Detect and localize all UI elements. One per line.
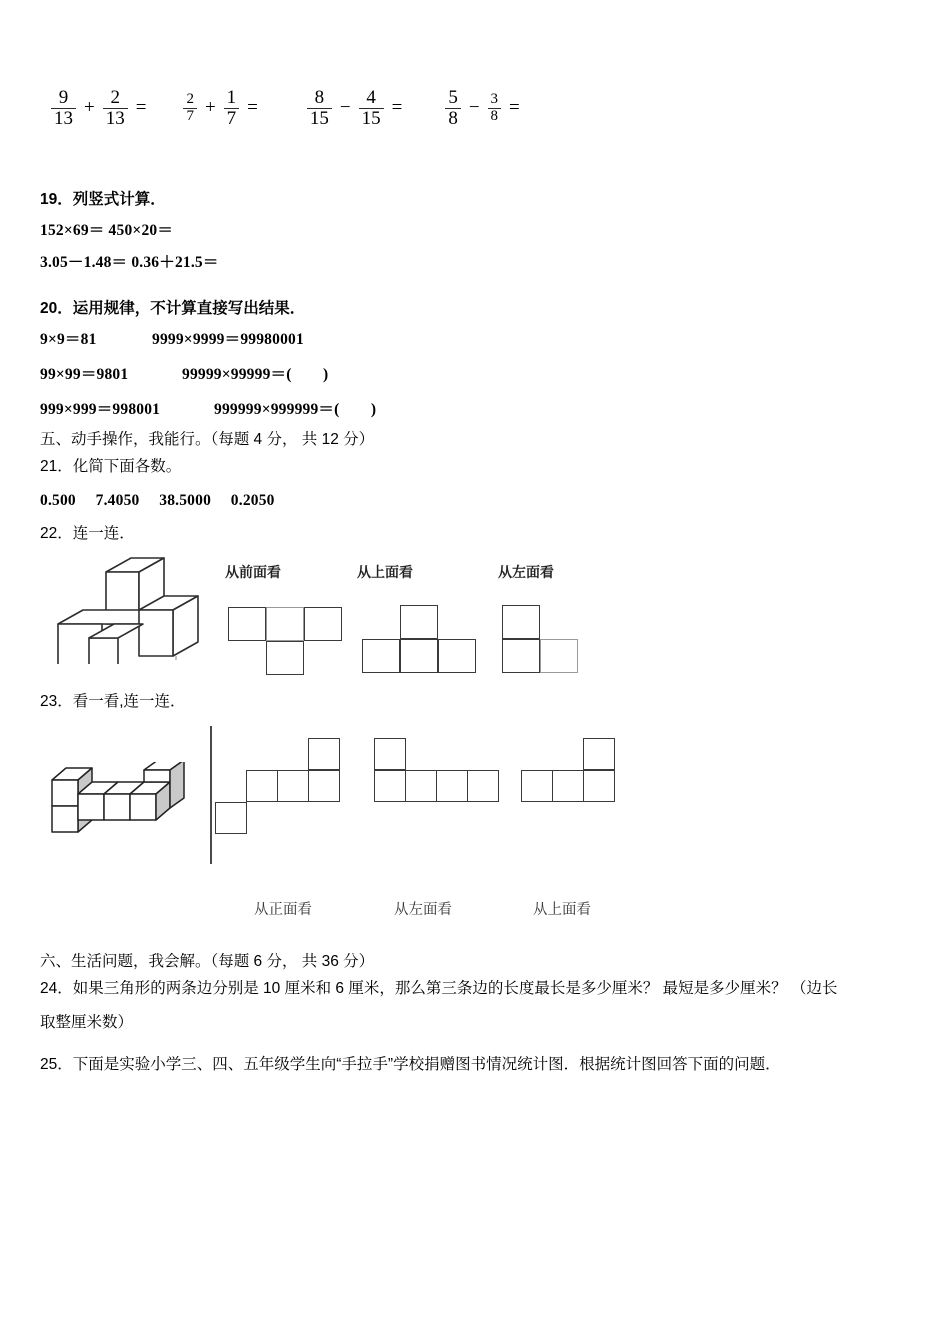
- denominator: 7: [224, 108, 240, 129]
- question-23-title: 23．看一看,连一连．: [40, 693, 186, 710]
- grid-cell: [277, 770, 309, 802]
- question-22-shape-3: [502, 605, 580, 673]
- denominator: 7: [183, 108, 197, 125]
- numerator: 9: [58, 87, 69, 108]
- grid-cell: [266, 607, 304, 641]
- numerator: 1: [226, 87, 237, 108]
- denominator: 13: [51, 108, 76, 129]
- grid-cell: [405, 770, 437, 802]
- question-20-line-3-right: 999999×999999＝( ): [214, 401, 377, 418]
- fraction-3a: [307, 88, 332, 129]
- question-24-line-2: 取整厘米数）: [40, 1014, 134, 1031]
- equals-sign: =: [247, 97, 258, 119]
- view-label-left: 从左面看: [394, 902, 452, 918]
- grid-cell: [436, 770, 468, 802]
- fraction-4b: [488, 92, 502, 125]
- grid-cell: [502, 605, 540, 639]
- grid-cell: [246, 770, 278, 802]
- question-23-shape-1: [215, 738, 363, 834]
- numerator: 5: [448, 87, 458, 108]
- question-20-line-2-left: 99×99＝9801: [40, 366, 129, 383]
- question-20-line-3-left: 999×999＝998001: [40, 401, 161, 418]
- grid-cell: [400, 639, 438, 673]
- numerator: 3: [490, 91, 499, 108]
- numerator: 2: [110, 87, 120, 108]
- section-5-title: 五、动手操作，我能行。（每题 4 分， 共 12 分）: [40, 431, 375, 448]
- view-label-left: 从左面看: [498, 564, 554, 580]
- numerator: 4: [366, 87, 376, 108]
- numerator: 8: [314, 87, 325, 108]
- grid-cell: [374, 770, 406, 802]
- grid-cell: [438, 639, 476, 673]
- question-23-solid-figure: [44, 762, 204, 862]
- denominator: 15: [307, 108, 332, 129]
- question-21-title: 21．化简下面各数。: [40, 458, 182, 475]
- question-19-line-1: 152×69＝ 450×20＝: [40, 222, 174, 239]
- section-6-title: 六、生活问题，我会解。（每题 6 分， 共 36 分）: [40, 953, 375, 970]
- question-22-title: 22．连一连．: [40, 525, 135, 542]
- question-23-shape-2: [374, 738, 502, 802]
- denominator: 15: [359, 108, 384, 129]
- grid-cell: [215, 802, 247, 834]
- view-label-front: 从前面看: [225, 564, 281, 580]
- operator: +: [84, 97, 95, 119]
- fraction-problem-4: [442, 88, 519, 129]
- question-22-shape-2: [362, 605, 478, 673]
- fraction-exercise-row: [48, 88, 520, 129]
- fraction-1b: [103, 88, 128, 129]
- grid-cell: [228, 607, 266, 641]
- operator: −: [468, 97, 480, 119]
- question-24-line-1: 24．如果三角形的两条边分别是 10 厘米和 6 厘米，那么第三条边的长度最长是多少厘米？ 最短是多少厘米？ （边长: [40, 980, 838, 997]
- grid-cell: [467, 770, 499, 802]
- grid-cell: [400, 605, 438, 639]
- grid-cell: [362, 639, 400, 673]
- grid-cell: [583, 738, 615, 770]
- equals-sign: =: [391, 97, 403, 119]
- fraction-3b: [359, 88, 384, 129]
- question-20-title: 20．运用规律，不计算直接写出结果．: [40, 300, 306, 317]
- view-label-front: 从正面看: [254, 902, 312, 918]
- question-23-shape-3: [521, 738, 617, 802]
- view-label-top: 从上面看: [533, 902, 591, 918]
- grid-cell: [308, 770, 340, 802]
- question-22-solid-figure: [46, 552, 221, 664]
- grid-cell: [304, 607, 342, 641]
- numerator: 2: [186, 91, 194, 108]
- grid-cell: [266, 641, 304, 675]
- grid-cell: [552, 770, 584, 802]
- fraction-1a: [51, 88, 76, 129]
- equals-sign: =: [135, 97, 147, 119]
- fraction-4a: [445, 88, 461, 129]
- fraction-problem-2: [180, 88, 257, 129]
- equals-sign: =: [509, 97, 520, 119]
- question-19-title: 19．列竖式计算．: [40, 191, 166, 208]
- denominator: 13: [103, 108, 128, 129]
- question-20-line-1-right: 9999×9999＝99980001: [152, 331, 304, 348]
- grid-cell: [521, 770, 553, 802]
- denominator: 8: [445, 108, 461, 129]
- fraction-problem-1: [48, 88, 146, 129]
- grid-cell: [583, 770, 615, 802]
- grid-cell: [308, 738, 340, 770]
- grid-cell: [540, 639, 578, 673]
- view-label-top: 从上面看: [357, 564, 413, 580]
- fraction-2a: [183, 92, 197, 125]
- question-21-numbers: 0.500 7.4050 38.5000 0.2050: [40, 492, 275, 509]
- question-19-line-2: 3.05－1.48＝ 0.36＋21.5＝: [40, 254, 219, 271]
- denominator: 8: [488, 108, 502, 125]
- fraction-problem-3: [304, 88, 402, 129]
- question-25-line-1: 25．下面是实验小学三、四、五年级学生向“手拉手”学校捐赠图书情况统计图．根据统计图回答下面的问题．: [40, 1056, 781, 1073]
- question-23-divider: [210, 726, 212, 864]
- question-22-shape-1: [228, 607, 344, 675]
- question-20-line-2-right: 99999×99999＝( ): [182, 366, 329, 383]
- question-20-line-1-left: 9×9＝81: [40, 331, 97, 348]
- operator: +: [204, 97, 216, 119]
- fraction-2b: [224, 88, 240, 129]
- operator: −: [339, 97, 351, 119]
- grid-cell: [502, 639, 540, 673]
- grid-cell: [374, 738, 406, 770]
